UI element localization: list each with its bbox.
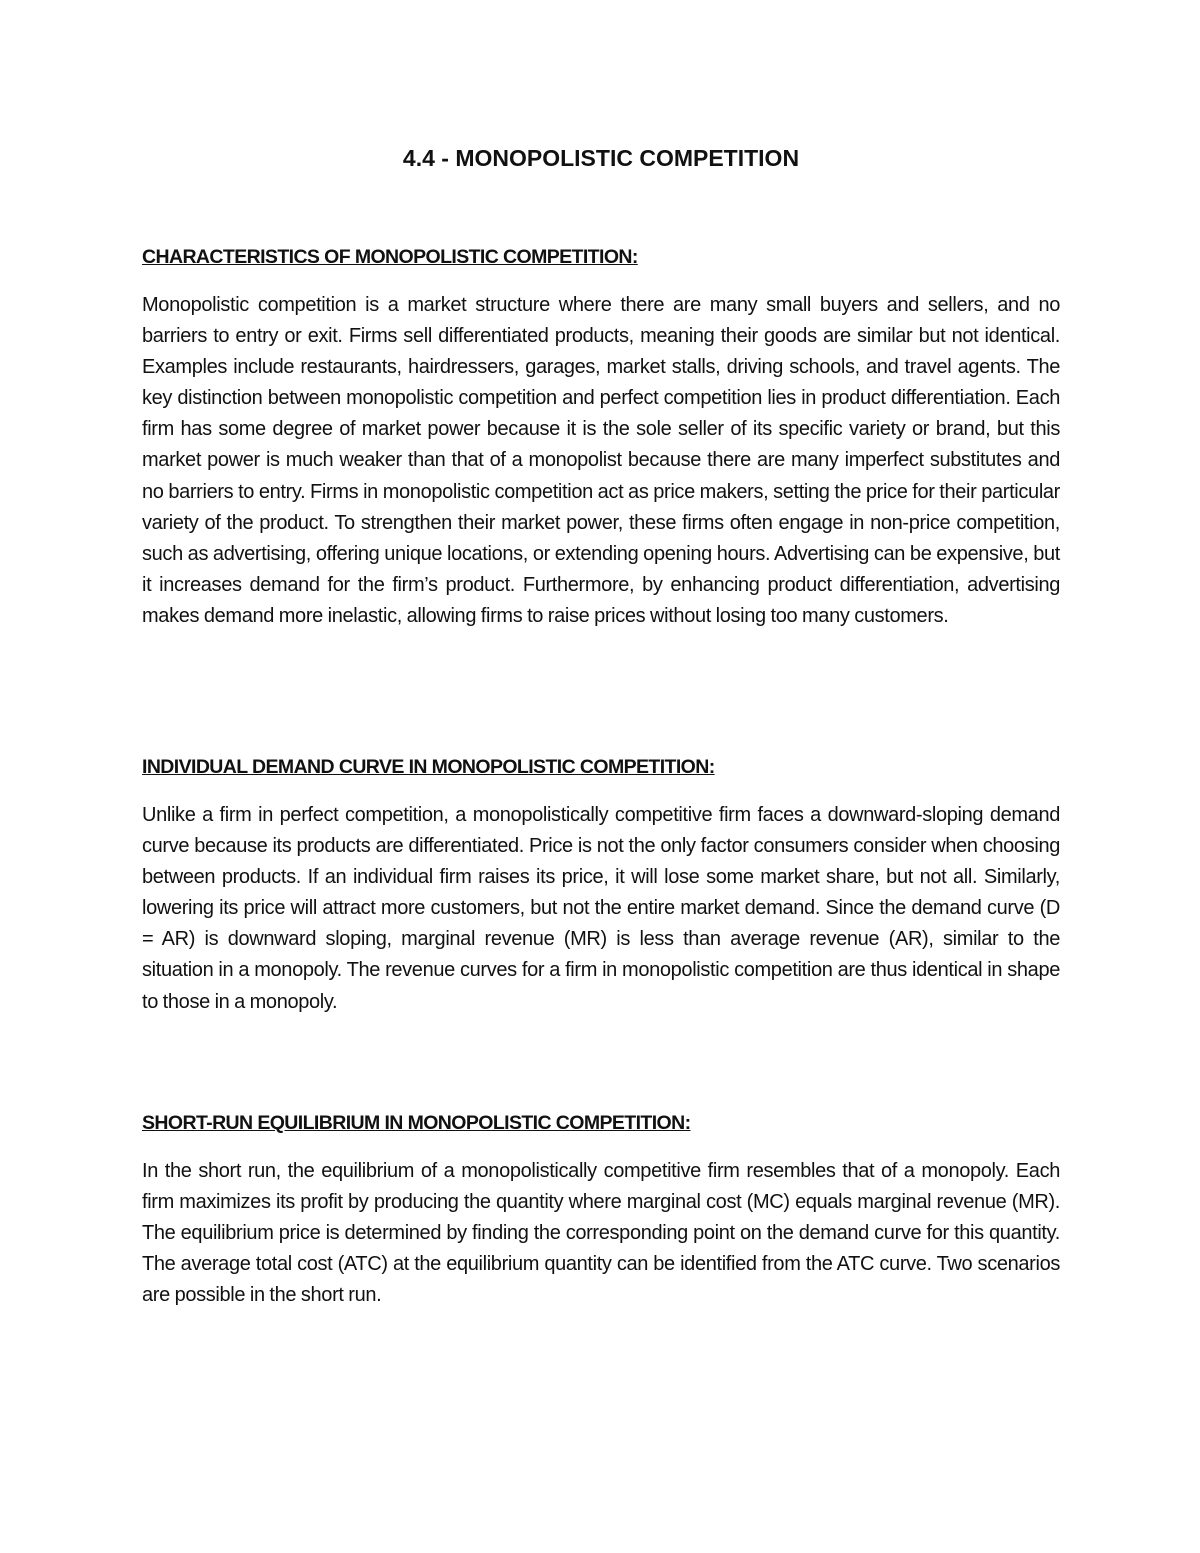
section-characteristics [142, 244, 1060, 632]
section-heading: SHORT-RUN EQUILIBRIUM IN MONOPOLISTIC COMPETITION: [142, 1112, 691, 1134]
page-title: 4.4 - MONOPOLISTIC COMPETITION [402, 145, 800, 171]
section-heading: INDIVIDUAL DEMAND CURVE IN MONOPOLISTIC COMPETITION: [142, 756, 715, 778]
section-paragraph: Unlike a firm in perfect competition, a monopolistically competitive firm faces a downward-sloping demand curve because its products are differentiated. Price is not the only factor consumers consider when choosing between products. If an individual firm raises its price, it will lose some market share, but not all. Similarly, lowering its price will attract more customers, but not the entire market demand. Since the demand curve (D = AR) is downward sloping, marginal revenue (MR) is less than average revenue (AR), similar to the situation in a monopoly. The revenue curves for a firm in monopolistic competition are thus identical in shape to those in a monopoly. [142, 804, 1060, 1013]
section-demand-curve [142, 754, 1060, 1018]
section-paragraph: In the short run, the equilibrium of a monopolistically competitive firm resembles that of a monopoly. Each firm maximizes its profit by producing the quantity where marginal cost (MC) equals marginal revenue (MR). The equilibrium price is determined by finding the corresponding point on the demand curve for this quantity. The average total cost (ATC) at the equilibrium quantity can be identified from the ATC curve. Two scenarios are possible in the short run. [142, 1160, 1060, 1307]
section-short-run-equilibrium [142, 1110, 1060, 1311]
section-heading: CHARACTERISTICS OF MONOPOLISTIC COMPETITION: [142, 246, 638, 268]
section-paragraph: Monopolistic competition is a market structure where there are many small buyers and sellers, and no barriers to entry or exit. Firms sell differentiated products, meaning their goods are similar but not identical. Examples include restaurants, hairdressers, garages, market stalls, driving schools, and travel agents. The key distinction between monopolistic competition and perfect competition lies in product differentiation. Each firm has some degree of market power because it is the sole seller of its specific variety or brand, but this market power is much weaker than that of a monopolist because there are many imperfect substitutes and no barriers to entry. Firms in monopolistic competition act as price makers, setting the price for their particular variety of the product. To strengthen their market power, these firms often engage in non-price competition, such as advertising, offering unique locations, or extending opening hours. Advertising can be expensive, but it increases demand for the firm’s product. Furthermore, by enhancing product differentiation, advertising makes demand more inelastic, allowing firms to raise prices without losing too many customers. [142, 294, 1060, 627]
